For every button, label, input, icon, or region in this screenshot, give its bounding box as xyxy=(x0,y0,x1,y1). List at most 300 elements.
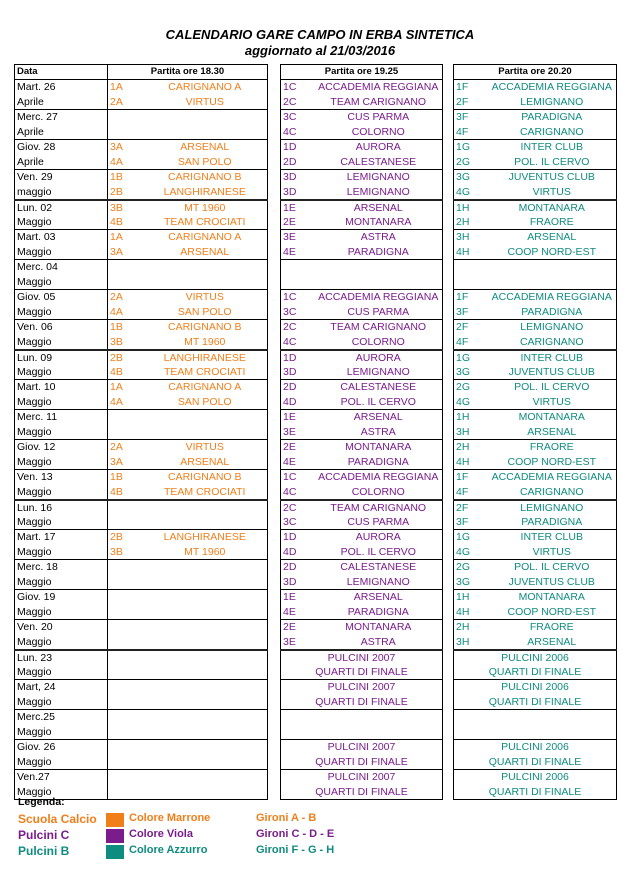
team-name: COOP NORD-EST xyxy=(488,455,617,470)
group-code: 2F xyxy=(454,95,488,110)
team-name: ARSENAL xyxy=(315,410,443,425)
group-code xyxy=(108,275,143,290)
group-code: 3G xyxy=(454,365,488,380)
team-name: COLORNO xyxy=(315,125,443,140)
date-month: Maggio xyxy=(15,695,108,710)
team-name: CUS PARMA xyxy=(315,515,443,530)
team-name: TEAM CARIGNANO xyxy=(315,320,443,335)
group-code: 1A xyxy=(108,230,143,245)
date-day: Merc. 18 xyxy=(15,560,108,575)
pulcini-label: QUARTI DI FINALE xyxy=(454,785,617,800)
team-name: VIRTUS xyxy=(488,545,617,560)
team-name: COOP NORD-EST xyxy=(488,605,617,620)
group-code: 4E xyxy=(281,455,315,470)
team-name: PARADIGNA xyxy=(488,110,617,125)
team-name: MONTANARA xyxy=(488,590,617,605)
team-name xyxy=(143,695,268,710)
schedule-row xyxy=(15,200,617,215)
schedule-row xyxy=(15,350,617,365)
group-code xyxy=(108,650,143,665)
schedule-row xyxy=(15,485,617,500)
group-code: 3G xyxy=(454,575,488,590)
pulcini-label: PULCINI 2006 xyxy=(454,740,617,755)
team-name xyxy=(143,515,268,530)
team-name xyxy=(488,275,617,290)
team-name: VIRTUS xyxy=(488,185,617,200)
schedule-row xyxy=(15,500,617,515)
group-code: 2A xyxy=(108,440,143,455)
date-month: Maggio xyxy=(15,395,108,410)
schedule-row xyxy=(15,740,617,755)
team-name: ARSENAL xyxy=(315,590,443,605)
schedule-row xyxy=(15,545,617,560)
group-code xyxy=(108,575,143,590)
group-code: 1C xyxy=(281,290,315,305)
legend-groups: Gironi C - D - E xyxy=(256,828,335,840)
schedule-row xyxy=(15,260,617,275)
date-day: Merc. 04 xyxy=(15,260,108,275)
schedule-row xyxy=(15,110,617,125)
team-name: TEAM CROCIATI xyxy=(143,215,268,230)
team-name: POL. IL CERVO xyxy=(488,560,617,575)
schedule-row xyxy=(15,80,617,95)
group-code xyxy=(108,500,143,515)
group-code: 4A xyxy=(108,395,143,410)
pulcini-label: PULCINI 2007 xyxy=(281,770,443,785)
schedule-row xyxy=(15,95,617,110)
team-name: ARSENAL xyxy=(315,200,443,215)
date-month: Aprile xyxy=(15,155,108,170)
group-code: 3G xyxy=(454,170,488,185)
date-month: Maggio xyxy=(15,785,108,800)
schedule-row xyxy=(15,635,617,650)
team-name: AURORA xyxy=(315,530,443,545)
pulcini-label: QUARTI DI FINALE xyxy=(454,695,617,710)
team-name xyxy=(143,605,268,620)
team-name: ASTRA xyxy=(315,425,443,440)
team-name: MT 1960 xyxy=(143,545,268,560)
schedule-row xyxy=(15,245,617,260)
group-code xyxy=(108,515,143,530)
schedule-row xyxy=(15,305,617,320)
group-code: 3H xyxy=(454,635,488,650)
date-day: Mart. 10 xyxy=(15,380,108,395)
date-month: Maggio xyxy=(15,215,108,230)
group-code: 1G xyxy=(454,350,488,365)
group-code: 3E xyxy=(281,230,315,245)
group-code: 3E xyxy=(281,635,315,650)
pulcini-label: PULCINI 2006 xyxy=(454,650,617,665)
group-code: 1B xyxy=(108,470,143,485)
team-name: ACCADEMIA REGGIANA xyxy=(315,80,443,95)
group-code: 1F xyxy=(454,80,488,95)
team-name xyxy=(143,680,268,695)
group-code: 4B xyxy=(108,485,143,500)
group-code: 1D xyxy=(281,140,315,155)
schedule-row xyxy=(15,590,617,605)
pulcini-label: PULCINI 2007 xyxy=(281,680,443,695)
group-code: 2D xyxy=(281,155,315,170)
team-name: FRAORE xyxy=(488,620,617,635)
team-name: MONTANARA xyxy=(315,620,443,635)
schedule-row xyxy=(15,470,617,485)
schedule-row xyxy=(15,365,617,380)
group-code: 2G xyxy=(454,155,488,170)
group-code xyxy=(108,665,143,680)
schedule-row xyxy=(15,185,617,200)
group-code: 4H xyxy=(454,245,488,260)
group-code: 1H xyxy=(454,200,488,215)
date-day: Lun. 09 xyxy=(15,350,108,365)
team-name: CARIGNANO B xyxy=(143,470,268,485)
group-code: 2H xyxy=(454,215,488,230)
team-name: MONTANARA xyxy=(488,200,617,215)
group-code: 4F xyxy=(454,485,488,500)
group-code: 2G xyxy=(454,560,488,575)
group-code: 2G xyxy=(454,380,488,395)
team-name: JUVENTUS CLUB xyxy=(488,170,617,185)
team-name: VIRTUS xyxy=(143,440,268,455)
team-name xyxy=(143,770,268,785)
team-name xyxy=(488,260,617,275)
group-code: 4G xyxy=(454,185,488,200)
schedule-row xyxy=(15,530,617,545)
group-code: 2B xyxy=(108,185,143,200)
pulcini-label: QUARTI DI FINALE xyxy=(454,755,617,770)
group-code: 4G xyxy=(454,545,488,560)
date-day: Merc. 27 xyxy=(15,110,108,125)
group-code: 2E xyxy=(281,440,315,455)
legend-color-swatch xyxy=(106,845,124,859)
team-name xyxy=(143,560,268,575)
legend-category: Pulcini C xyxy=(18,828,70,842)
team-name xyxy=(143,665,268,680)
team-name xyxy=(143,590,268,605)
team-name: LEMIGNANO xyxy=(488,95,617,110)
team-name: CALESTANESE xyxy=(315,155,443,170)
group-code xyxy=(108,755,143,770)
date-month: Maggio xyxy=(15,245,108,260)
team-name: ACCADEMIA REGGIANA xyxy=(488,470,617,485)
group-code: 4C xyxy=(281,335,315,350)
team-name: SAN POLO xyxy=(143,395,268,410)
date-day: Ven.27 xyxy=(15,770,108,785)
group-code: 1G xyxy=(454,530,488,545)
team-name xyxy=(143,275,268,290)
date-month: Maggio xyxy=(15,755,108,770)
date-month: Aprile xyxy=(15,125,108,140)
schedule-row xyxy=(15,395,617,410)
schedule-row xyxy=(15,155,617,170)
team-name: CARIGNANO xyxy=(488,335,617,350)
group-code xyxy=(108,635,143,650)
team-name: LEMIGNANO xyxy=(488,320,617,335)
team-name: LEMIGNANO xyxy=(315,575,443,590)
date-month: Maggio xyxy=(15,575,108,590)
date-day: Giov. 26 xyxy=(15,740,108,755)
date-month: Maggio xyxy=(15,515,108,530)
page-title: CALENDARIO GARE CAMPO IN ERBA SINTETICA xyxy=(165,27,475,42)
team-name: ACCADEMIA REGGIANA xyxy=(315,290,443,305)
team-name: LEMIGNANO xyxy=(488,500,617,515)
team-name: COLORNO xyxy=(315,485,443,500)
team-name: ARSENAL xyxy=(488,635,617,650)
group-code: 2C xyxy=(281,320,315,335)
team-name xyxy=(143,635,268,650)
team-name xyxy=(143,710,268,725)
group-code: 4E xyxy=(281,605,315,620)
group-code: 2H xyxy=(454,440,488,455)
team-name: FRAORE xyxy=(488,440,617,455)
group-code: 4B xyxy=(108,365,143,380)
schedule-row xyxy=(15,575,617,590)
group-code: 1G xyxy=(454,140,488,155)
pulcini-label xyxy=(281,710,443,725)
group-code xyxy=(108,605,143,620)
date-month: Maggio xyxy=(15,485,108,500)
team-name: JUVENTUS CLUB xyxy=(488,575,617,590)
group-code: 3D xyxy=(281,365,315,380)
group-code: 2D xyxy=(281,560,315,575)
team-name xyxy=(143,740,268,755)
date-day: Lun. 02 xyxy=(15,200,108,215)
team-name xyxy=(315,260,443,275)
team-name: ACCADEMIA REGGIANA xyxy=(488,80,617,95)
date-day: Mart. 03 xyxy=(15,230,108,245)
team-name: VIRTUS xyxy=(143,290,268,305)
team-name: CARIGNANO xyxy=(488,485,617,500)
group-code: 1F xyxy=(454,470,488,485)
schedule-row xyxy=(15,230,617,245)
group-code xyxy=(108,725,143,740)
group-code: 3F xyxy=(454,110,488,125)
team-name: POL. IL CERVO xyxy=(488,155,617,170)
schedule-row xyxy=(15,680,617,695)
legend-color-label: Colore Azzurro xyxy=(129,844,208,856)
team-name: ARSENAL xyxy=(143,245,268,260)
team-name: CARIGNANO A xyxy=(143,230,268,245)
schedule-row xyxy=(15,320,617,335)
group-code: 3A xyxy=(108,140,143,155)
team-name: CARIGNANO A xyxy=(143,80,268,95)
schedule-row xyxy=(15,755,617,770)
schedule-row xyxy=(15,215,617,230)
group-code: 2F xyxy=(454,500,488,515)
pulcini-label: QUARTI DI FINALE xyxy=(281,695,443,710)
team-name xyxy=(143,620,268,635)
group-code: 3C xyxy=(281,305,315,320)
legend-groups: Gironi A - B xyxy=(256,812,317,824)
schedule-row xyxy=(15,440,617,455)
team-name: CARIGNANO B xyxy=(143,320,268,335)
date-month: Maggio xyxy=(15,365,108,380)
date-day: Giov. 19 xyxy=(15,590,108,605)
team-name: SAN POLO xyxy=(143,305,268,320)
date-month: Maggio xyxy=(15,425,108,440)
legend-color-swatch xyxy=(106,813,124,827)
date-month: Maggio xyxy=(15,635,108,650)
schedule-row xyxy=(15,665,617,680)
group-code: 2A xyxy=(108,290,143,305)
date-month: Maggio xyxy=(15,305,108,320)
schedule-row xyxy=(15,725,617,740)
group-code: 4C xyxy=(281,485,315,500)
group-code: 3C xyxy=(281,110,315,125)
team-name: ARSENAL xyxy=(488,425,617,440)
team-name: INTER CLUB xyxy=(488,140,617,155)
header-date: Data xyxy=(15,65,108,80)
group-code xyxy=(108,425,143,440)
team-name: CUS PARMA xyxy=(315,110,443,125)
team-name: POL. IL CERVO xyxy=(315,395,443,410)
date-month: Maggio xyxy=(15,455,108,470)
pulcini-label: PULCINI 2006 xyxy=(454,770,617,785)
group-code xyxy=(108,710,143,725)
schedule-row xyxy=(15,620,617,635)
team-name: PARADIGNA xyxy=(488,305,617,320)
group-code: 4D xyxy=(281,545,315,560)
group-code xyxy=(108,740,143,755)
team-name xyxy=(143,755,268,770)
team-name: CARIGNANO A xyxy=(143,380,268,395)
team-name: PARADIGNA xyxy=(315,455,443,470)
team-name: JUVENTUS CLUB xyxy=(488,365,617,380)
group-code: 4H xyxy=(454,455,488,470)
group-code: 1B xyxy=(108,170,143,185)
team-name xyxy=(143,260,268,275)
date-day: Giov. 05 xyxy=(15,290,108,305)
team-name: PARADIGNA xyxy=(315,605,443,620)
page-subtitle: aggiornato al 21/03/2016 xyxy=(244,43,396,58)
group-code: 2F xyxy=(454,320,488,335)
team-name: AURORA xyxy=(315,140,443,155)
team-name: FRAORE xyxy=(488,215,617,230)
schedule-row xyxy=(15,425,617,440)
legend-category: Scuola Calcio xyxy=(18,812,97,826)
team-name: ACCADEMIA REGGIANA xyxy=(488,290,617,305)
schedule-row xyxy=(15,290,617,305)
pulcini-label: QUARTI DI FINALE xyxy=(281,785,443,800)
group-code: 4H xyxy=(454,605,488,620)
group-code xyxy=(108,680,143,695)
team-name: LEMIGNANO xyxy=(315,365,443,380)
schedule-row xyxy=(15,710,617,725)
team-name: MT 1960 xyxy=(143,335,268,350)
team-name: MONTANARA xyxy=(315,440,443,455)
pulcini-label: QUARTI DI FINALE xyxy=(281,665,443,680)
group-code: 3F xyxy=(454,305,488,320)
group-code xyxy=(454,260,488,275)
legend-color-swatch xyxy=(106,829,124,843)
team-name: ASTRA xyxy=(315,230,443,245)
schedule-row xyxy=(15,410,617,425)
group-code xyxy=(108,695,143,710)
pulcini-label xyxy=(454,725,617,740)
team-name: CARIGNANO B xyxy=(143,170,268,185)
date-month: Maggio xyxy=(15,665,108,680)
legend-groups: Gironi F - G - H xyxy=(256,844,335,856)
team-name: INTER CLUB xyxy=(488,530,617,545)
group-code: 3E xyxy=(281,425,315,440)
team-name: LANGHIRANESE xyxy=(143,530,268,545)
group-code xyxy=(281,260,315,275)
group-code xyxy=(108,620,143,635)
legend-title: Legenda: xyxy=(18,796,65,808)
group-code: 3A xyxy=(108,245,143,260)
team-name: VIRTUS xyxy=(143,95,268,110)
date-month: Maggio xyxy=(15,275,108,290)
group-code: 1E xyxy=(281,590,315,605)
team-name: CALESTANESE xyxy=(315,560,443,575)
group-code xyxy=(108,125,143,140)
team-name: POL. IL CERVO xyxy=(315,545,443,560)
group-code: 2E xyxy=(281,620,315,635)
group-code: 1E xyxy=(281,410,315,425)
group-code: 4A xyxy=(108,305,143,320)
team-name xyxy=(315,275,443,290)
group-code: 2A xyxy=(108,95,143,110)
pulcini-label: QUARTI DI FINALE xyxy=(454,665,617,680)
team-name xyxy=(143,410,268,425)
schedule-table xyxy=(14,64,617,800)
group-code xyxy=(108,410,143,425)
group-code: 1H xyxy=(454,590,488,605)
team-name: AURORA xyxy=(315,350,443,365)
team-name: ARSENAL xyxy=(143,140,268,155)
legend-category: Pulcini B xyxy=(18,844,70,858)
group-code: 4E xyxy=(281,245,315,260)
team-name xyxy=(143,110,268,125)
date-day: Giov. 28 xyxy=(15,140,108,155)
pulcini-label: PULCINI 2007 xyxy=(281,650,443,665)
schedule-row xyxy=(15,380,617,395)
pulcini-label xyxy=(454,710,617,725)
group-code: 2D xyxy=(281,380,315,395)
team-name: TEAM CARIGNANO xyxy=(315,95,443,110)
legend-color-label: Colore Marrone xyxy=(129,812,211,824)
group-code: 1A xyxy=(108,380,143,395)
team-name: TEAM CARIGNANO xyxy=(315,500,443,515)
group-code: 3D xyxy=(281,575,315,590)
schedule-row xyxy=(15,560,617,575)
group-code xyxy=(454,275,488,290)
team-name: CUS PARMA xyxy=(315,305,443,320)
group-code: 1H xyxy=(454,410,488,425)
schedule-row xyxy=(15,695,617,710)
team-name: ARSENAL xyxy=(143,455,268,470)
schedule-row xyxy=(15,125,617,140)
date-day: Ven. 13 xyxy=(15,470,108,485)
header-slot2: Partita ore 19.25 xyxy=(281,65,443,80)
date-day: Ven. 20 xyxy=(15,620,108,635)
header-slot1: Partita ore 18.30 xyxy=(108,65,268,80)
date-day: Ven. 29 xyxy=(15,170,108,185)
pulcini-label xyxy=(281,725,443,740)
team-name: POL. IL CERVO xyxy=(488,380,617,395)
schedule-row xyxy=(15,770,617,785)
group-code: 1F xyxy=(454,290,488,305)
team-name: PARADIGNA xyxy=(315,245,443,260)
team-name: LEMIGNANO xyxy=(315,185,443,200)
group-code: 3D xyxy=(281,185,315,200)
team-name: LANGHIRANESE xyxy=(143,185,268,200)
team-name: CALESTANESE xyxy=(315,380,443,395)
team-name: TEAM CROCIATI xyxy=(143,485,268,500)
date-day: Giov. 12 xyxy=(15,440,108,455)
group-code: 4C xyxy=(281,125,315,140)
group-code: 3B xyxy=(108,545,143,560)
team-name: MONTANARA xyxy=(315,215,443,230)
